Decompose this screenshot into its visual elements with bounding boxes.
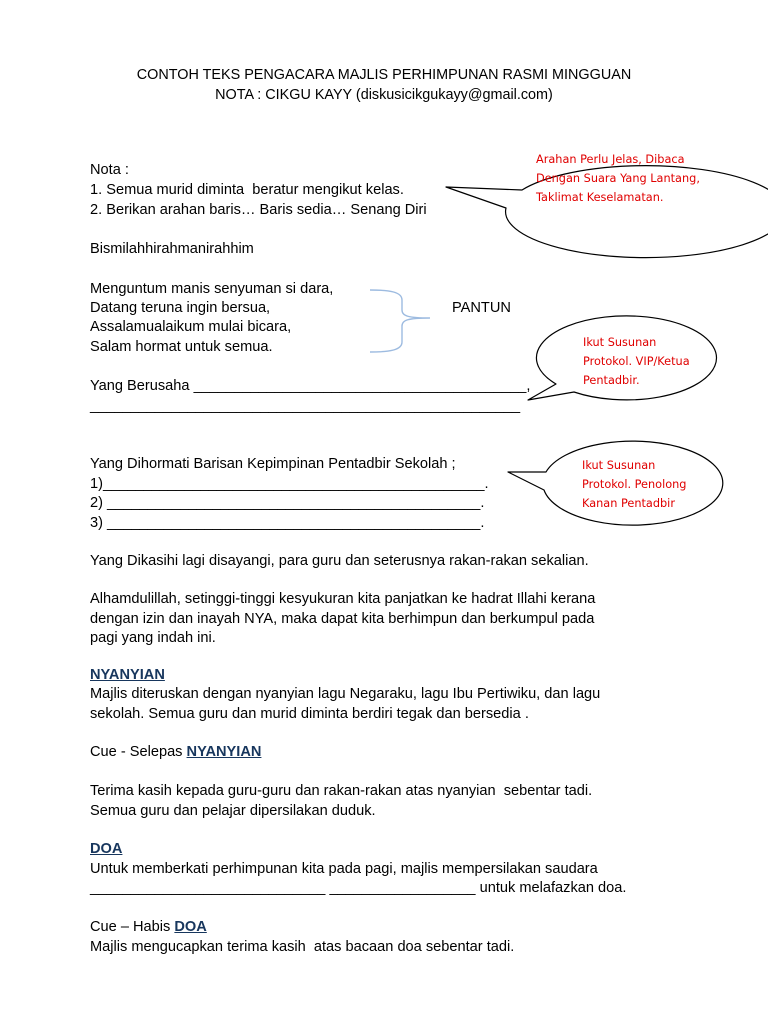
bismillah-text: Bismilahhirahmanirahhim [90, 241, 254, 257]
callout-line: Dengan Suara Yang Lantang, [536, 172, 700, 185]
alhamdulillah-line: pagi yang indah ini. [90, 630, 216, 646]
yang-berusaha-line: Yang Berusaha _________________________________________, [90, 378, 531, 394]
doa-thanks-line: Majlis mengucapkan terima kasih atas bacaan doa sebentar tadi. [90, 939, 515, 955]
dikasihi-line: Yang Dikasihi lagi disayangi, para guru dan seterusnya rakan-rakan sekalian. [90, 553, 589, 569]
nyanyian-heading: NYANYIAN [90, 667, 165, 683]
nota-line-2: 2. Berikan arahan baris… Baris sedia… Senang Diri [90, 202, 427, 218]
pentadbir-item: 2) ______________________________________________. [90, 495, 485, 511]
alhamdulillah-line: dengan izin dan inayah NYA, maka dapat kita berhimpun dan berkumpul pada [90, 611, 595, 627]
callout-nota [440, 130, 768, 240]
callout-line: Protokol. Penolong [582, 478, 687, 491]
pantun-line: Datang teruna ingin bersua, [90, 300, 271, 316]
callout-line: Pentadbir. [583, 374, 640, 387]
callout-line: Ikut Susunan [582, 459, 656, 472]
doa-line: Untuk memberkati perhimpunan kita pada pagi, majlis mempersilakan saudara [90, 861, 598, 877]
cue-heading: NYANYIAN [186, 744, 262, 760]
document-subtitle: NOTA : CIKGU KAYY (diskusicikgukayy@gmail.com) [215, 87, 553, 103]
nota-line-1: 1. Semua murid diminta beratur mengikut kelas. [90, 182, 404, 198]
nyanyian-thanks-line: Semua guru dan pelajar dipersilakan duduk. [90, 803, 376, 819]
doa-heading: DOA [90, 841, 123, 857]
callout-protokol-penolong [500, 442, 740, 542]
nyanyian-cue [90, 743, 261, 763]
document-title: CONTOH TEKS PENGACARA MAJLIS PERHIMPUNAN RASMI MINGGUAN [136, 67, 632, 83]
callout-protokol-vip [518, 320, 738, 420]
nyanyian-line: sekolah. Semua guru dan murid diminta berdiri tegak dan bersedia . [90, 706, 529, 722]
cue-prefix: Cue - Selepas [90, 744, 187, 760]
nyanyian-line: Majlis diteruskan dengan nyanyian lagu Negaraku, lagu Ibu Pertiwiku, dan lagu [90, 686, 601, 702]
doa-blank-line [90, 879, 626, 899]
nota-label: Nota : [90, 162, 129, 178]
doa-suffix: untuk melafazkan doa. [475, 880, 627, 896]
alhamdulillah-line: Alhamdulillah, setinggi-tinggi kesyukuran kita panjatkan ke hadrat Illahi kerana [90, 591, 596, 607]
pantun-line: Menguntum manis senyuman si dara, [90, 281, 334, 297]
nyanyian-thanks-line: Terima kasih kepada guru-guru dan rakan-rakan atas nyanyian sebentar tadi. [90, 783, 593, 799]
doa-blank: __________________ [329, 880, 476, 896]
pantun-label: PANTUN [452, 300, 511, 316]
pentadbir-item: 3) ______________________________________________. [90, 515, 485, 531]
pentadbir-heading: Yang Dihormati Barisan Kepimpinan Pentadbir Sekolah ; [90, 456, 456, 472]
yang-berusaha-blank: _____________________________________________________ [90, 398, 521, 414]
callout-line: Ikut Susunan [583, 336, 657, 349]
callout-line: Taklimat Keselamatan. [536, 191, 664, 204]
callout-line: Protokol. VIP/Ketua [583, 355, 690, 368]
cue-prefix: Cue – Habis [90, 919, 175, 935]
pentadbir-item: 1)_______________________________________________. [90, 476, 489, 492]
doa-blank: _____________________________ [90, 880, 326, 896]
pantun-line: Salam hormat untuk semua. [90, 339, 273, 355]
cue-heading: DOA [174, 919, 207, 935]
pantun-line: Assalamualaikum mulai bicara, [90, 319, 292, 335]
doa-cue [90, 918, 207, 938]
callout-line: Kanan Pentadbir [582, 497, 675, 510]
callout-line: Arahan Perlu Jelas, Dibaca [536, 153, 685, 166]
pantun-brace [368, 286, 438, 356]
